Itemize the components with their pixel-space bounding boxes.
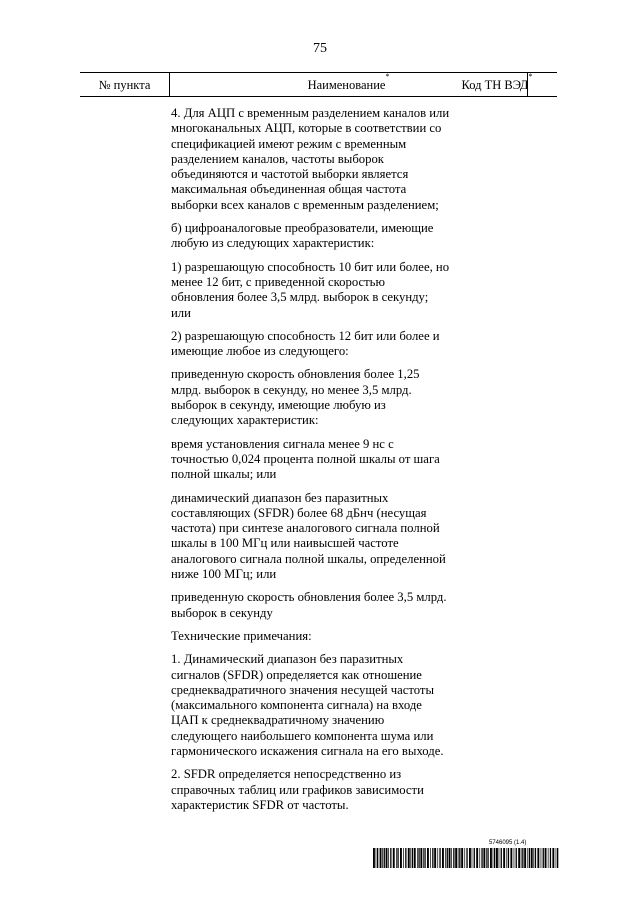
paragraph: 1) разрешающую способность 10 бит или более, но менее 12 бит, с приведенной скоростью обновления более 3,5 млрд. выборок в секунду; или	[171, 259, 450, 320]
page-number: 75	[313, 41, 327, 56]
paragraph: приведенную скорость обновления более 1,25 млрд. выборок в секунду, но менее 3,5 млрд. выборок в секунду, имеющие любую из следующих характеристик:	[171, 367, 420, 428]
paragraph: 2) разрешающую способность 12 бит или более и имеющие любое из следующего:	[171, 328, 440, 359]
paragraph: 2. SFDR определяется непосредственно из справочных таблиц или графиков зависимости характеристик SFDR от частоты.	[171, 767, 424, 812]
table-header	[80, 72, 557, 97]
header-name-footnote-mark: *	[385, 72, 390, 81]
header-item-number-label: № пункта	[98, 78, 151, 92]
header-name-label: Наименование	[307, 78, 386, 92]
barcode-icon	[373, 848, 559, 868]
barcode-label: 5746095 (1.4)	[489, 840, 527, 846]
paragraph: 1. Динамический диапазон без паразитных сигналов (SFDR) определяется как отношение среднеквадратичного значения несущей частоты (максимального компонента сигнала) на входе ЦАП к среднеквадратичному значению следующего наибольшего компонента шума или гармонического искажения сигнала на его выходе.	[171, 652, 444, 758]
paragraph: Технические примечания:	[171, 628, 312, 643]
header-code	[437, 73, 557, 96]
header-code-label: Код ТН ВЭД	[461, 78, 529, 92]
item-description	[171, 106, 451, 821]
paragraph: 4. Для АЦП с временным разделением каналов или многоканальных АЦП, которые в соответствии со спецификацией имеют режим с временным разделением каналов, частоты выборок объединяются и частотой выборки является максимальная объединенная общая частота выборки всех каналов с временным разделением;	[171, 106, 450, 212]
paragraph: динамический диапазон без паразитных составляющих (SFDR) более 68 дБнч (несущая частота) при синтезе аналогового сигнала полной шкалы в 100 МГц или наивысшей частоте аналогового сигнала полной шкалы, определенной ниже 100 МГц; или	[171, 490, 446, 582]
paragraph: б) цифроаналоговые преобразователи, имеющие любую из следующих характеристик:	[171, 221, 434, 251]
header-item-number	[80, 73, 169, 96]
paragraph: приведенную скорость обновления более 3,5 млрд. выборок в секунду	[171, 590, 447, 620]
header-code-footnote-mark: *	[528, 72, 533, 81]
paragraph: время установления сигнала менее 9 нс с точностью 0,024 процента полной шкалы от шага полной шкалы; или	[171, 436, 440, 482]
